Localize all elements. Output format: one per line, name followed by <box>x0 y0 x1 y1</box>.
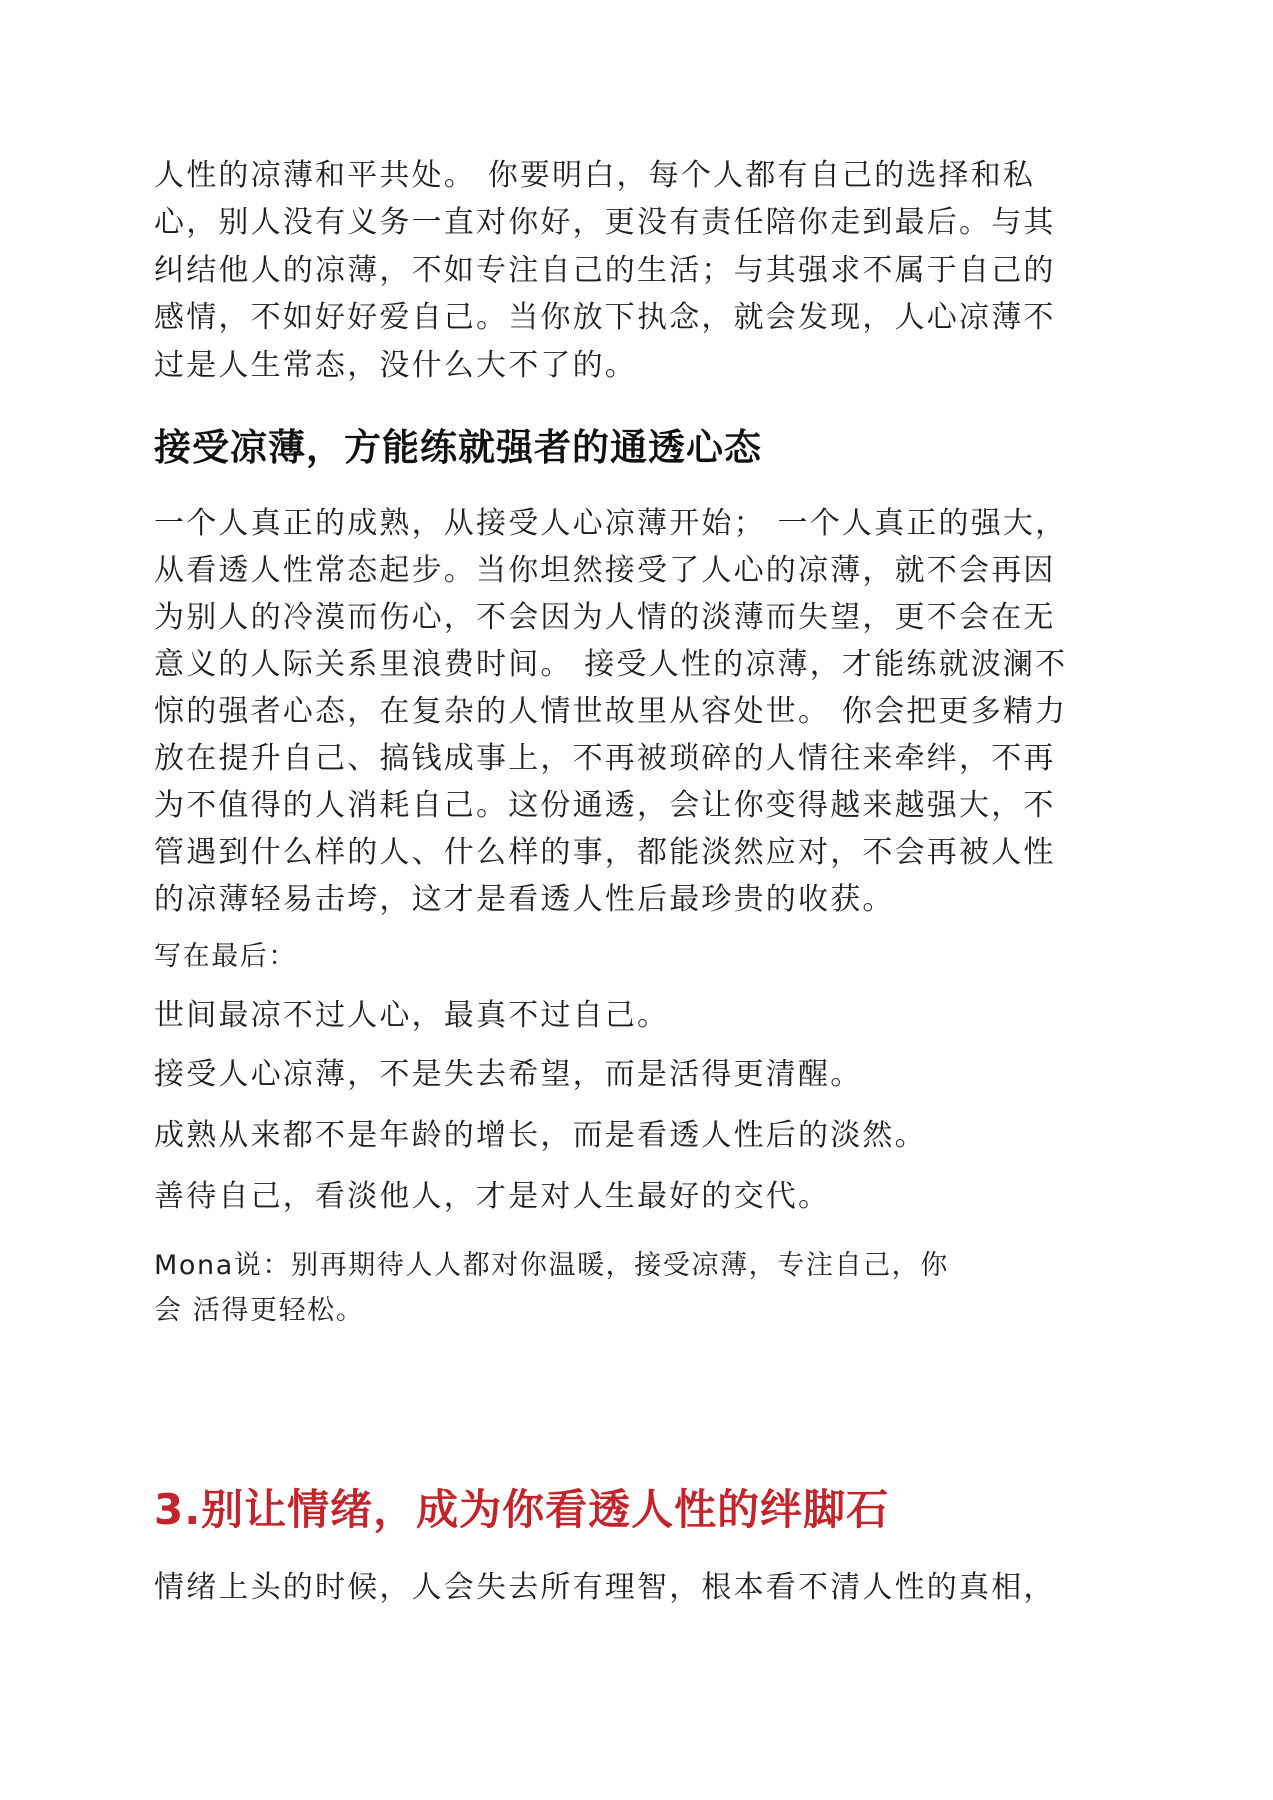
section-heading: 接受凉薄，方能练就强者的通透心态 <box>154 426 762 469</box>
text-line: 心，别人没有义务一直对你好，更没有责任陪你走到最后。与其 <box>154 205 1056 240</box>
text-line: 情绪上头的时候，人会失去所有理智，根本看不清人性的真相， <box>154 1570 1056 1605</box>
text-line: 惊的强者心态，在复杂的人情世故里从容处世。 你会把更多精力 <box>154 694 1068 729</box>
mona-quote-line: Mona说：别再期待人人都对你温暖，接受凉薄，专注自己，你 <box>154 1250 949 1281</box>
text-line: 的凉薄轻易击垮，这才是看透人性后最珍贵的收获。 <box>154 882 895 917</box>
conclusion-item: 接受人心凉薄，不是失去希望，而是活得更清醒。 <box>154 1057 863 1092</box>
mona-quote-line: 会 活得更轻松。 <box>154 1295 365 1326</box>
text-line: 管遇到什么样的人、什么样的事，都能淡然应对，不会再被人性 <box>154 835 1056 870</box>
text-line: 为不值得的人消耗自己。这份通透，会让你变得越来越强大，不 <box>154 788 1056 823</box>
text-line: 人性的凉薄和平共处。 你要明白，每个人都有自己的选择和私 <box>154 158 1036 193</box>
text-line: 从看透人性常态起步。当你坦然接受了人心的凉薄，就不会再因 <box>154 553 1056 588</box>
text-line: 放在提升自己、搞钱成事上，不再被琐碎的人情往来牵绊，不再 <box>154 741 1056 776</box>
conclusion-label: 写在最后： <box>154 941 297 972</box>
text-line: 一个人真正的成熟，从接受人心凉薄开始； 一个人真正的强大， <box>154 506 1068 541</box>
numbered-section-heading: 3.别让情绪，成为你看透人性的绊脚石 <box>154 1485 890 1534</box>
text-line: 为别人的冷漠而伤心，不会因为人情的淡薄而失望，更不会在无 <box>154 600 1056 635</box>
text-line: 意义的人际关系里浪费时间。 接受人性的凉薄，才能练就波澜不 <box>154 647 1068 682</box>
conclusion-item: 世间最凉不过人心，最真不过自己。 <box>154 998 670 1033</box>
conclusion-item: 成熟从来都不是年龄的增长，而是看透人性后的淡然。 <box>154 1118 927 1153</box>
text-line: 感情，不如好好爱自己。当你放下执念，就会发现，人心凉薄不 <box>154 300 1056 335</box>
text-line: 纠结他人的凉薄，不如专注自己的生活；与其强求不属于自己的 <box>154 253 1056 288</box>
conclusion-item: 善待自己，看淡他人，才是对人生最好的交代。 <box>154 1179 831 1214</box>
text-line: 过是人生常态，没什么大不了的。 <box>154 348 637 383</box>
